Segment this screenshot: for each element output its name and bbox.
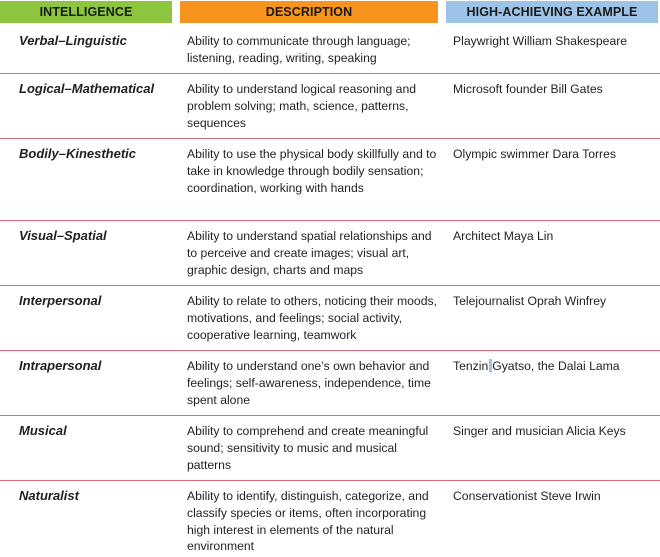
example-text-part: Tenzin — [453, 359, 489, 373]
row-divider — [0, 480, 660, 481]
intelligence-description: Ability to communicate through language; listening, reading, writing, speaking — [187, 34, 411, 65]
intelligence-description: Ability to comprehend and create meaningful sound; sensitivity to music and musical patterns — [187, 424, 429, 472]
intelligence-example — [453, 358, 658, 375]
intelligence-example: Playwright William Shakespeare — [453, 34, 628, 48]
row-divider — [0, 73, 660, 74]
intelligence-example: Olympic swimmer Dara Torres — [453, 147, 616, 161]
table-header — [0, 0, 660, 25]
example-text-part: Gyatso, the Dalai Lama — [492, 359, 620, 373]
header-description: DESCRIPTION — [180, 1, 438, 23]
intelligence-description: Ability to understand one’s own behavior and feelings; self-awareness, independence, time spent alone — [187, 359, 431, 407]
intelligence-name: Verbal–Linguistic — [19, 33, 127, 48]
row-divider — [0, 285, 660, 286]
intelligence-name: Logical–Mathematical — [19, 81, 155, 96]
row-divider — [0, 350, 660, 351]
intelligence-description: Ability to understand spatial relationships and to perceive and create images; visual art, graphic design, charts and maps — [187, 229, 432, 277]
intelligence-example: Conservationist Steve Irwin — [453, 489, 601, 503]
intelligence-name: Bodily–Kinesthetic — [19, 146, 137, 161]
intelligence-name: Intrapersonal — [19, 358, 102, 373]
row-divider — [0, 220, 660, 221]
intelligence-example: Telejournalist Oprah Winfrey — [453, 294, 607, 308]
intelligence-name: Interpersonal — [19, 293, 102, 308]
intelligence-name: Visual–Spatial — [19, 228, 107, 243]
intelligence-description: Ability to use the physical body skillfully and to take in knowledge through bodily sensation; coordination, working with hands — [187, 147, 437, 195]
intelligence-example: Architect Maya Lin — [453, 229, 554, 243]
row-divider — [0, 415, 660, 416]
intelligence-description: Ability to identify, distinguish, categorize, and classify species or items, often incorporating high interest in elements of the natural environment — [187, 489, 429, 554]
header-intelligence: INTELLIGENCE — [0, 1, 172, 23]
header-example: HIGH-ACHIEVING EXAMPLE — [446, 1, 658, 23]
row-divider — [0, 138, 660, 139]
intelligence-name: Naturalist — [19, 488, 79, 503]
intelligence-name: Musical — [19, 423, 67, 438]
intelligence-description: Ability to understand logical reasoning and problem solving; math, science, patterns, sequences — [187, 82, 417, 130]
intelligence-description: Ability to relate to others, noticing their moods, motivations, and feelings; social activity, cooperative learning, teamwork — [187, 294, 437, 342]
intelligence-example: Singer and musician Alicia Keys — [453, 424, 626, 438]
intelligence-example: Microsoft founder Bill Gates — [453, 82, 603, 96]
